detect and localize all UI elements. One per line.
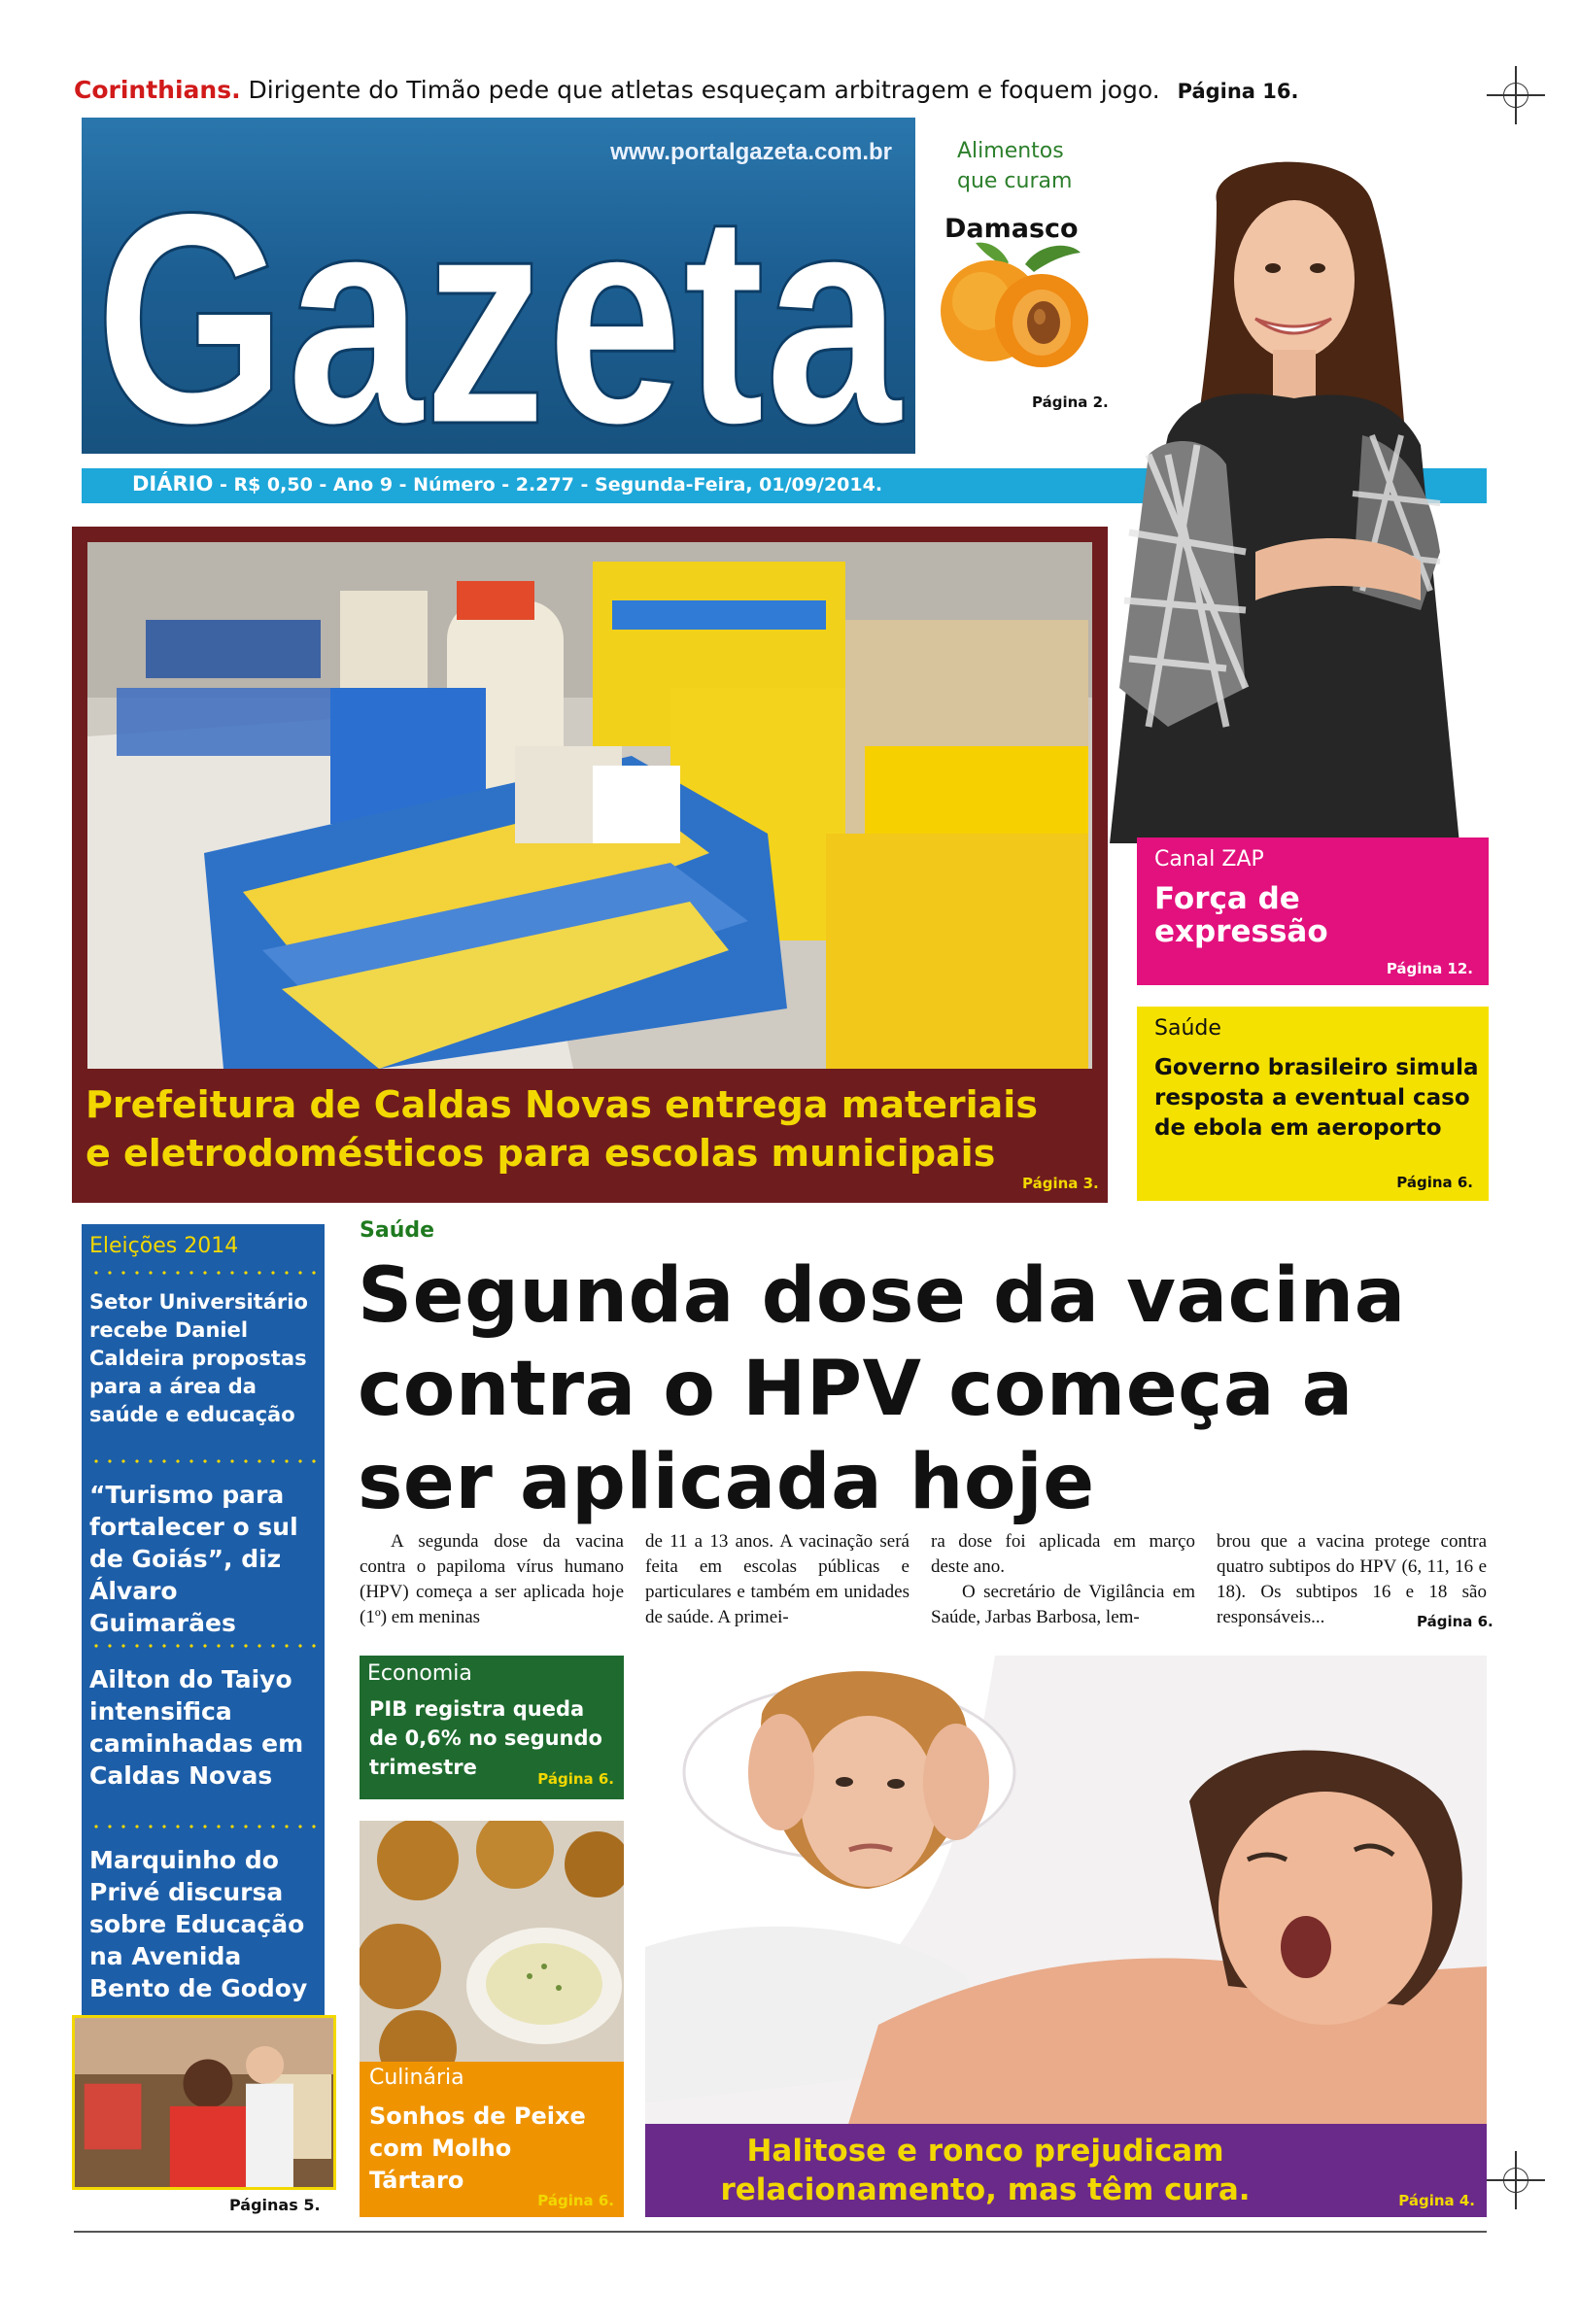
teaser-section: Corinthians. — [74, 76, 241, 104]
sidebar-item[interactable]: Setor Universitário recebe Daniel Caldeira propostas para a área da saúde e educação — [89, 1290, 308, 1426]
culinaria-category: Culinária — [369, 2066, 464, 2090]
halitose-headline: Halitose e ronco prejudicam relacionamento, mas têm cura. — [720, 2134, 1251, 2207]
registration-mark-icon — [1487, 66, 1545, 124]
canal-zap-box[interactable] — [1137, 837, 1489, 985]
candidate-photo — [72, 2015, 336, 2190]
food-teaser-title: Damasco — [944, 214, 1079, 244]
sidebar-item[interactable]: Ailton do Taiyo intensifica caminhadas em Caldas Novas — [89, 1665, 304, 1790]
canal-zap-category: Canal ZAP — [1154, 847, 1264, 872]
sidebar-item[interactable]: “Turismo para fortalecer o sul de Goiás”, diz Álvaro Guimarães — [89, 1481, 298, 1637]
saude-ebola-box[interactable] — [1137, 1007, 1489, 1201]
saude-ebola-title: Governo brasileiro simula resposta a eventual caso de ebola em aeroporto — [1154, 1055, 1479, 1141]
saude-ebola-category: Saúde — [1154, 1016, 1221, 1041]
story-category: Saúde — [360, 1218, 435, 1243]
teaser-page: Página 16. — [1177, 80, 1299, 103]
dotted-divider — [89, 1644, 317, 1648]
masthead-url[interactable]: www.portalgazeta.com.br — [610, 139, 892, 165]
canal-zap-page: Página 12. — [1386, 960, 1473, 977]
eleicoes-sidebar — [82, 1224, 325, 2017]
masthead-logo — [87, 147, 910, 448]
story-column-1 — [360, 1529, 624, 1630]
story-headline[interactable]: Segunda dose da vacina contra o HPV começa a ser aplicada hoje — [358, 1252, 1406, 1526]
bottom-rule — [74, 2231, 1487, 2233]
woman-photo — [1110, 144, 1459, 843]
saude-ebola-page: Página 6. — [1396, 1174, 1473, 1191]
dotted-divider — [89, 1459, 317, 1463]
canal-zap-title: Força de expressão — [1154, 881, 1328, 949]
dotted-divider — [89, 1271, 317, 1275]
sidebar-item[interactable]: Marquinho do Privé discursa sobre Educação na Avenida Bento de Godoy — [89, 1846, 308, 2002]
food-teaser-label: Alimentos que curam — [957, 139, 1073, 193]
story-column-2 — [645, 1529, 910, 1630]
apricot-image — [933, 233, 1098, 379]
registration-mark-icon — [1487, 2151, 1545, 2209]
sidebar-category: Eleições 2014 — [89, 1234, 239, 1258]
story-paragraph: de 11 a 13 anos. A vacinação será feita em escolas públicas e particulares e também em unidades de saúde. A primei- — [645, 1531, 910, 1627]
story-paragraph: O secretário de Vigilância em Saúde, Jarbas Barbosa, lem- — [931, 1582, 1195, 1627]
dateline — [132, 472, 882, 496]
food-teaser[interactable] — [933, 136, 1127, 466]
food-teaser-page: Página 2. — [1032, 393, 1109, 411]
fish-cakes-photo — [360, 1821, 624, 2064]
economia-box[interactable] — [360, 1656, 624, 1799]
logo-text: Gazeta — [95, 150, 904, 448]
culinaria-box[interactable] — [360, 2062, 624, 2217]
dotted-divider — [89, 1825, 317, 1828]
main-photo-page: Página 3. — [1022, 1175, 1099, 1192]
culinaria-page: Página 6. — [537, 2192, 614, 2209]
main-photo-headline[interactable]: Prefeitura de Caldas Novas entrega materiais e eletrodomésticos para escolas municipais — [86, 1083, 1038, 1175]
school-supplies-photo — [87, 542, 1092, 1069]
halitose-banner[interactable] — [645, 2124, 1487, 2217]
story-paragraph: A segunda dose da vacina contra o papiloma vírus humano (HPV) começa a ser aplicada hoje (1º) em meninas — [360, 1531, 624, 1627]
story-page: Página 6. — [1417, 1613, 1493, 1630]
economia-category: Economia — [367, 1661, 472, 1686]
story-paragraph: brou que a vacina protege contra quatro subtipos do HPV (6, 11, 16 e 18). Os subtipos 16 e 18 são responsáveis... — [1217, 1531, 1487, 1627]
story-paragraph: ra dose foi aplicada em março deste ano. — [931, 1531, 1195, 1577]
teaser-text: Dirigente do Timão pede que atletas esqueçam arbitragem e foquem jogo. — [248, 76, 1160, 104]
halitose-page: Página 4. — [1398, 2192, 1475, 2209]
dateline-details: - R$ 0,50 - Ano 9 - Número - 2.277 - Segunda-Feira, 01/09/2014. — [213, 474, 883, 496]
dateline-diario: DIÁRIO — [132, 472, 214, 496]
masthead[interactable] — [82, 118, 915, 454]
story-column-3 — [931, 1529, 1195, 1630]
main-photo-story[interactable] — [72, 527, 1108, 1203]
economia-title: PIB registra queda de 0,6% no segundo trimestre — [369, 1697, 602, 1779]
candidate-photo-page: Páginas 5. — [229, 2196, 321, 2214]
top-teaser[interactable] — [74, 76, 1299, 107]
economia-page: Página 6. — [537, 1770, 614, 1788]
culinaria-title: Sonhos de Peixe com Molho Tártaro — [369, 2102, 586, 2194]
